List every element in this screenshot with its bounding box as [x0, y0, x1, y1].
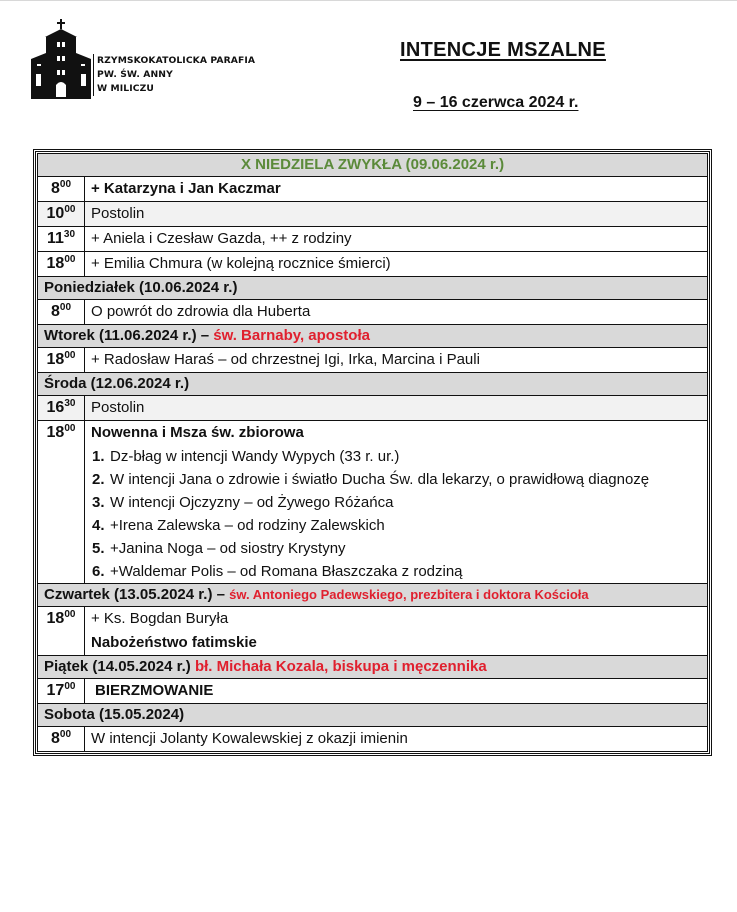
- mass-row: [38, 727, 708, 752]
- day-header-row: [38, 154, 708, 177]
- mass-intention: + Aniela i Czesław Gazda, ++ z rodziny: [85, 227, 708, 252]
- mass-time: $18^{00}$: [38, 421, 85, 584]
- day-header-row: [38, 373, 708, 396]
- intentions-list: [91, 445, 701, 583]
- mass-time: $17^{00}$: [38, 679, 85, 704]
- feast-name: św. Antoniego Padewskiego, prezbitera i doktora Kościoła: [229, 587, 589, 602]
- mass-time: $18^{00}$: [38, 607, 85, 656]
- mass-intention: [85, 421, 708, 584]
- mass-time: $16^{30}$: [38, 396, 85, 421]
- list-item: 6. +Waldemar Polis – od Romana Błaszczaka z rodziną: [92, 563, 463, 580]
- list-item: 4. +Irena Zalewska – od rodziny Zalewskich: [92, 517, 385, 534]
- list-item: 2. W intencji Jana o zdrowie i światło Ducha Św. dla lekarzy, o prawidłową diagnozę: [92, 471, 650, 488]
- mass-row: [38, 177, 708, 202]
- day-header-row: [38, 656, 708, 679]
- mass-time: $10^{00}$: [38, 202, 85, 227]
- parish-line: W MILICZU: [97, 83, 154, 94]
- mass-intention: Postolin: [85, 396, 708, 421]
- mass-intention: + Radosław Haraś – od chrzestnej Igi, Irka, Marcina i Pauli: [85, 348, 708, 373]
- intention-line: + Ks. Bogdan Buryła: [91, 610, 229, 627]
- mass-row: [38, 252, 708, 277]
- day-header-row: [38, 704, 708, 727]
- mass-intention: + Katarzyna i Jan Kaczmar: [85, 177, 708, 202]
- mass-row: [38, 227, 708, 252]
- day-label: Sobota (15.05.2024): [38, 704, 708, 727]
- mass-row: [38, 421, 708, 584]
- mass-time: $8^{00}$: [38, 300, 85, 325]
- day-header-row: [38, 325, 708, 348]
- day-header-row: [38, 277, 708, 300]
- mass-row: [38, 607, 708, 656]
- mass-row: [38, 396, 708, 421]
- date-range: 9 – 16 czerwca 2024 r.: [413, 94, 579, 111]
- mass-row: [38, 348, 708, 373]
- service-name: Nabożeństwo fatimskie: [91, 634, 257, 651]
- page-title: INTENCJE MSZALNE: [400, 39, 606, 61]
- mass-time: $11^{30}$: [38, 227, 85, 252]
- list-item: 3. W intencji Ojczyzny – od Żywego Różańca: [92, 494, 394, 511]
- mass-row: [38, 300, 708, 325]
- parish-line: RZYMSKOKATOLICKA PARAFIA: [97, 55, 256, 66]
- day-label: Poniedziałek (10.06.2024 r.): [38, 277, 708, 300]
- day-header-row: [38, 584, 708, 607]
- mass-intention: [85, 607, 708, 656]
- mass-time: $8^{00}$: [38, 177, 85, 202]
- feast-name: bł. Michała Kozala, biskupa i męczennika: [194, 658, 487, 675]
- mass-row: [38, 202, 708, 227]
- day-label: X NIEDZIELA ZWYKŁA (09.06.2024 r.): [38, 154, 708, 177]
- mass-time: $8^{00}$: [38, 727, 85, 752]
- mass-intention: Postolin: [85, 202, 708, 227]
- mass-intention: + Emilia Chmura (w kolejną rocznice śmierci): [85, 252, 708, 277]
- mass-intention: W intencji Jolanty Kowalewskiej z okazji imienin: [85, 727, 708, 752]
- intentions-table: [33, 149, 712, 756]
- day-label: Czwartek (13.05.2024 r.) – św. Antoniego Padewskiego, prezbitera i doktora Kościoła: [38, 584, 708, 607]
- parish-name: [93, 54, 255, 96]
- day-label: Piątek (14.05.2024 r.) bł. Michała Kozala, biskupa i męczennika: [38, 656, 708, 679]
- list-item: 1. Dz-błag w intencji Wandy Wypych (33 r. ur.): [92, 448, 400, 465]
- mass-time: $18^{00}$: [38, 348, 85, 373]
- day-label: Środa (12.06.2024 r.): [38, 373, 708, 396]
- list-item: 5. +Janina Noga – od siostry Krystyny: [92, 540, 346, 557]
- feast-name: św. Barnaby, apostoła: [213, 327, 370, 344]
- mass-intention: O powrót do zdrowia dla Huberta: [85, 300, 708, 325]
- mass-title: Nowenna i Msza św. zbiorowa: [91, 424, 304, 441]
- mass-intention: BIERZMOWANIE: [85, 679, 708, 704]
- mass-row: [38, 679, 708, 704]
- parish-line: PW. ŚW. ANNY: [97, 69, 173, 80]
- mass-time: $18^{00}$: [38, 252, 85, 277]
- church-icon: [31, 19, 91, 99]
- day-label: Wtorek (11.06.2024 r.) – św. Barnaby, apostoła: [38, 325, 708, 348]
